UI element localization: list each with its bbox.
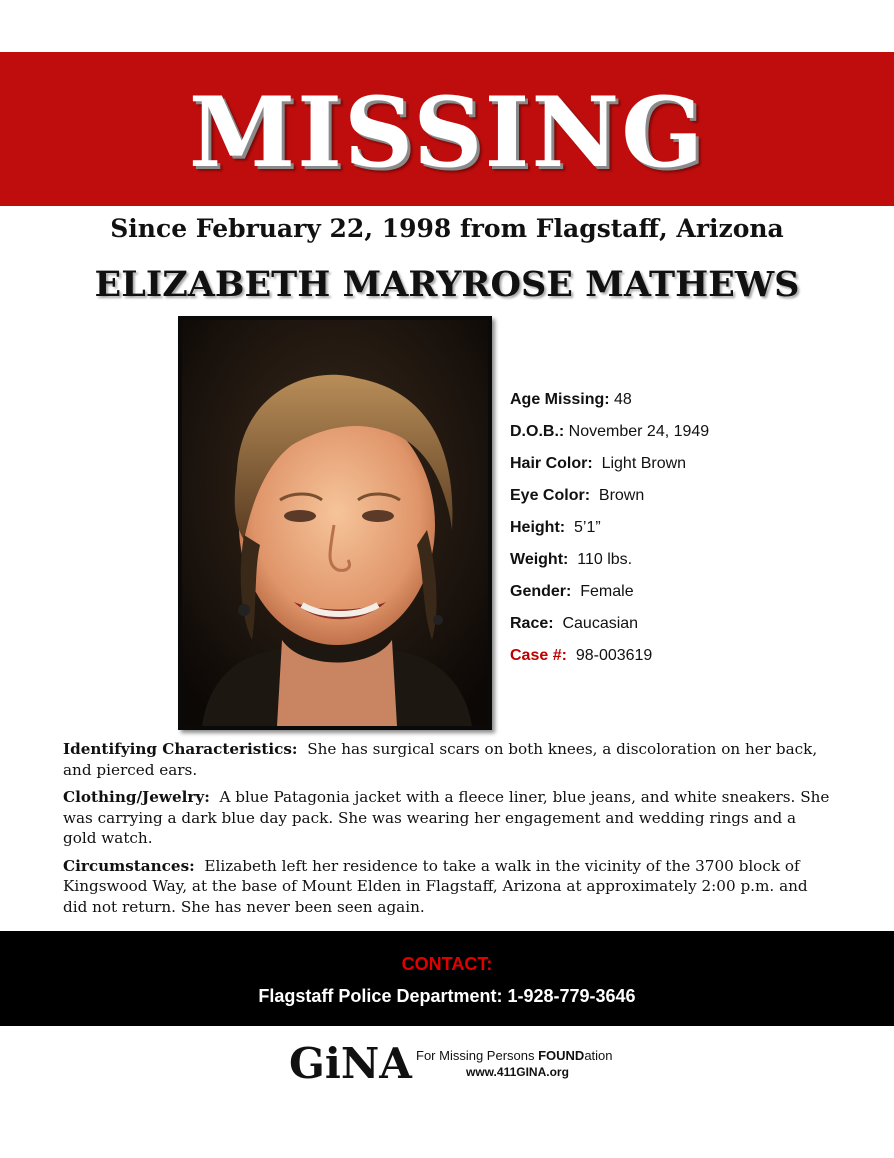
fact-label: Gender: [510,583,572,600]
clothing-jewelry [63,787,833,849]
person-name: ELIZABETH MARYROSE MATHEWS [94,264,800,305]
fact-value: Light Brown [601,455,687,472]
gina-website-link[interactable]: www.411GINA.org [466,1065,569,1079]
detail-label: Identifying Characteristics: [63,740,298,758]
gina-tagline [416,1048,646,1080]
missing-title: MISSING [188,76,706,189]
detail-label: Circumstances: [63,856,195,875]
tagline-prefix: For Missing Persons [416,1048,539,1063]
fact-height [510,512,870,544]
tagline-bold: FOUND [538,1048,585,1063]
detail-text: She has surgical scars on both knees, a discoloration on her back, and pierced ears. [63,740,818,779]
fact-race [510,608,870,640]
fact-value: Female [580,583,634,600]
contact-label: CONTACT: [401,954,493,974]
contact-phone: Flagstaff Police Department: 1-928-779-3646 [258,986,636,1006]
case-details [63,739,833,924]
circumstances [63,856,833,918]
fact-value: Brown [598,487,645,504]
fact-value: 110 lbs. [577,551,633,568]
person-facts [510,384,870,672]
fact-value: 48 [614,391,632,408]
missing-since-line: Since February 22, 1998 from Flagstaff, Arizona [110,214,784,243]
fact-label: D.O.B.: [510,423,565,440]
identifying-characteristics [63,739,833,780]
fact-value: 98-003619 [575,647,653,664]
fact-case-number [510,640,870,672]
fact-label: Case #: [510,647,567,664]
fact-value: 5’1” [574,519,601,536]
fact-label: Height: [510,519,566,536]
fact-value: November 24, 1949 [568,423,710,440]
detail-text: Elizabeth left her residence to take a walk in the vicinity of the 3700 block of Kingswood Way, at the base of Mount Elden in Flagstaff, Arizona at approximately 2:00 p.m. and did not return. She has never been seen again. [63,856,808,916]
detail-text: A blue Patagonia jacket with a fleece liner, blue jeans, and white sneakers. She was carrying a dark blue day pack. She was wearing her engagement and wedding rings and a gold watch. [63,788,830,847]
fact-value: Caucasian [562,615,639,632]
detail-label: Clothing/Jewelry: [63,788,210,806]
gina-logo: GiNA [289,1039,412,1088]
fact-hair-color [510,448,870,480]
fact-eye-color [510,480,870,512]
fact-label: Race: [510,615,554,632]
fact-age-missing [510,384,870,416]
contact-bar [0,931,894,1026]
tagline-suffix: ation [584,1048,613,1063]
person-photo [178,316,492,730]
fact-gender [510,576,870,608]
fact-label: Hair Color: [510,455,593,472]
fact-weight [510,544,870,576]
fact-label: Weight: [510,551,569,568]
fact-dob [510,416,870,448]
fact-label: Eye Color: [510,487,591,504]
fact-label: Age Missing: [510,391,610,408]
